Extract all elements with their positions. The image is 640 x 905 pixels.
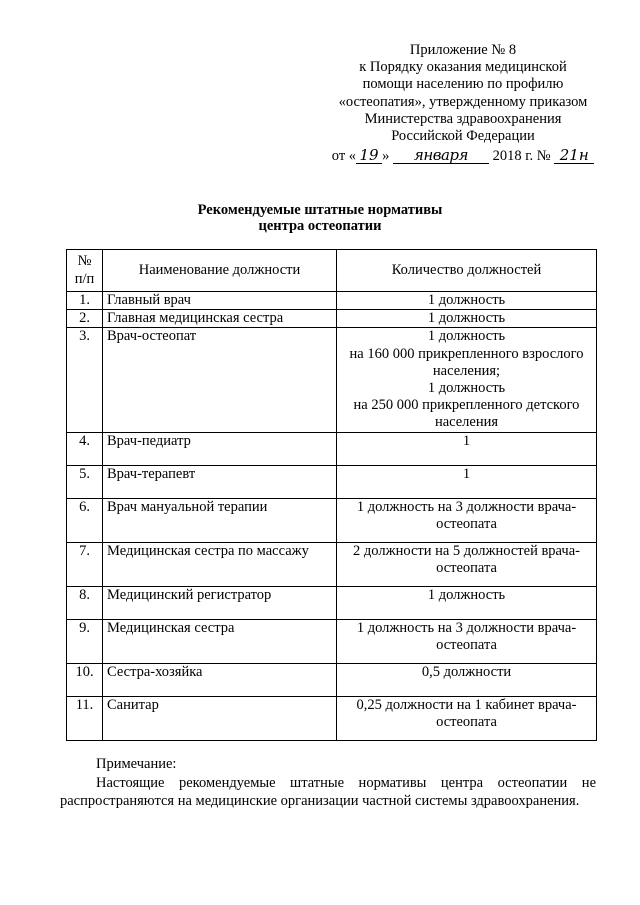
- date-year: 2018 г. №: [492, 148, 551, 165]
- table-row: [67, 696, 597, 740]
- appendix-line: Министерства здравоохранения: [364, 110, 562, 127]
- note-label: Примечание:: [96, 756, 177, 772]
- table-header-row: [67, 250, 597, 292]
- table-row: [67, 310, 597, 328]
- title-line-2: центра остеопатии: [258, 218, 382, 234]
- row-num: 4.: [67, 432, 103, 465]
- table-row: [67, 542, 597, 586]
- row-quantity: 1 должность: [337, 310, 597, 328]
- appendix-header: [318, 42, 608, 165]
- row-quantity: [337, 328, 597, 432]
- handwritten-order-number: 21н: [554, 147, 594, 164]
- row-num: 5.: [67, 465, 103, 498]
- quantity-line: 1 должность: [427, 380, 506, 397]
- quantity-line: 1 должность: [427, 328, 506, 345]
- row-position: Главная медицинская сестра: [103, 310, 337, 328]
- header-name: Наименование должности: [103, 250, 337, 292]
- row-position: Сестра-хозяйка: [103, 663, 337, 696]
- table-row: [67, 432, 597, 465]
- appendix-line: к Порядку оказания медицинской: [359, 59, 567, 76]
- row-quantity: 1: [337, 465, 597, 498]
- quantity-line: на 160 000 прикрепленного взрослого населения;: [349, 345, 584, 379]
- table-row: [67, 465, 597, 498]
- note-section: [60, 755, 596, 811]
- row-quantity: 1 должность: [337, 292, 597, 310]
- staffing-table: [66, 249, 597, 741]
- table-row: [67, 619, 597, 663]
- quantity-line: на 250 000 прикрепленного детского населения: [353, 397, 580, 431]
- row-quantity: 0,25 должности на 1 кабинет врача-остеопата: [337, 696, 597, 740]
- row-quantity: 1 должность: [337, 586, 597, 619]
- order-date-line: [318, 147, 608, 165]
- row-num: 6.: [67, 498, 103, 542]
- appendix-line: Приложение № 8: [409, 42, 517, 58]
- header-num: № п/п: [67, 250, 103, 292]
- table-row: [67, 586, 597, 619]
- row-num: 3.: [67, 328, 103, 432]
- header-qty: Количество должностей: [337, 250, 597, 292]
- row-position: Медицинская сестра: [103, 619, 337, 663]
- appendix-line: «остеопатия», утвержденному приказом: [338, 93, 588, 110]
- row-position: Медицинский регистратор: [103, 586, 337, 619]
- title-line-1: Рекомендуемые штатные нормативы: [197, 202, 443, 218]
- row-num: 9.: [67, 619, 103, 663]
- table-row: [67, 663, 597, 696]
- date-prefix: от «: [331, 148, 357, 165]
- row-position: Врач-остеопат: [103, 328, 337, 432]
- row-num: 8.: [67, 586, 103, 619]
- row-quantity: 1 должность на 3 должности врача-остеопата: [337, 498, 597, 542]
- row-num: 2.: [67, 310, 103, 328]
- row-position: Главный врач: [103, 292, 337, 310]
- note-text: Настоящие рекомендуемые штатные нормативы центра остеопатии не распространяются на медицинские организации частной системы здравоохранения.: [60, 774, 596, 809]
- row-num: 10.: [67, 663, 103, 696]
- row-quantity: 1 должность на 3 должности врача-остеопата: [337, 619, 597, 663]
- handwritten-month: января: [393, 147, 489, 164]
- table-row: [67, 328, 597, 432]
- document-title: [130, 202, 510, 234]
- table-row: [67, 292, 597, 310]
- row-position: Медицинская сестра по массажу: [103, 542, 337, 586]
- row-num: 7.: [67, 542, 103, 586]
- row-position: Врач мануальной терапии: [103, 498, 337, 542]
- row-position: Врач-педиатр: [103, 432, 337, 465]
- table-row: [67, 498, 597, 542]
- row-quantity: 2 должности на 5 должностей врача-остеопата: [337, 542, 597, 586]
- row-num: 1.: [67, 292, 103, 310]
- row-position: Санитар: [103, 696, 337, 740]
- row-quantity: 1: [337, 432, 597, 465]
- appendix-line: Российской Федерации: [391, 128, 535, 145]
- appendix-line: помощи населению по профилю: [362, 76, 564, 93]
- row-position: Врач-терапевт: [103, 465, 337, 498]
- handwritten-day: 19: [356, 147, 382, 164]
- date-quote-close: »: [382, 148, 390, 165]
- row-num: 11.: [67, 696, 103, 740]
- row-quantity: 0,5 должности: [337, 663, 597, 696]
